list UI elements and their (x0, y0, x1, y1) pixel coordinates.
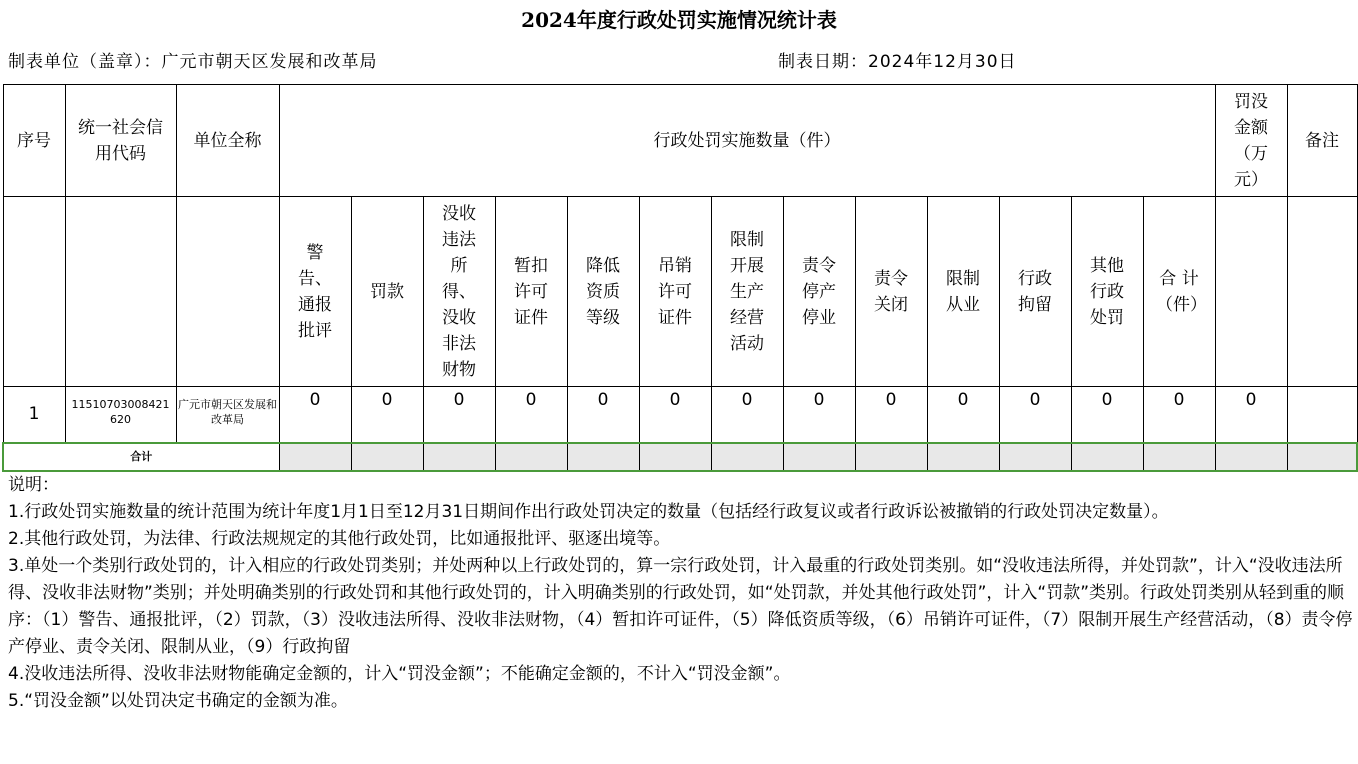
row-count-detention: 0 (999, 387, 1071, 443)
row-seq: 1 (3, 387, 65, 443)
header-row-2 (3, 197, 1357, 387)
header-credit-code: 统一社会信用代码 (65, 85, 176, 197)
header-cat-confiscation: 没收违法所得、没收非法财物 (423, 197, 495, 387)
row-count-lower-qualification: 0 (567, 387, 639, 443)
row-fine-amount: 0 (1215, 387, 1287, 443)
issuing-unit: 制表单位（盖章）：广元市朝天区发展和改革局 (8, 52, 378, 72)
note-item: 4.没收违法所得、没收非法财物能确定金额的，计入“罚没金额”；不能确定金额的，不计入“罚没金额”。 (8, 664, 791, 684)
total-cell[interactable] (1071, 443, 1143, 471)
note-item: 1.行政处罚实施数量的统计范围为统计年度1月1日至12月31日期间作出行政处罚决定的数量（包括经行政复议或者行政诉讼被撤销的行政处罚决定数量）。 (8, 502, 1169, 522)
row-count-restrict-employment: 0 (927, 387, 999, 443)
total-cell[interactable] (1143, 443, 1215, 471)
total-cell[interactable] (639, 443, 711, 471)
header-row-1 (3, 85, 1357, 197)
row-remark (1287, 387, 1357, 443)
notes-section (8, 472, 1354, 715)
total-row[interactable] (3, 443, 1357, 471)
row-unit-name: 广元市朝天区发展和改革局 (176, 387, 279, 443)
row-count-revoke-license: 0 (639, 387, 711, 443)
row-count-total: 0 (1143, 387, 1215, 443)
header-cat-lower-qualification: 降低资质等级 (567, 197, 639, 387)
row-count-fine: 0 (351, 387, 423, 443)
header-unit-name: 单位全称 (176, 85, 279, 197)
total-cell[interactable] (999, 443, 1071, 471)
header-cat-other: 其他行政处罚 (1071, 197, 1143, 387)
header-fine-amount: 罚没金额（万元） (1215, 85, 1287, 197)
total-cell[interactable] (279, 443, 351, 471)
total-cell[interactable] (927, 443, 999, 471)
table-row (3, 387, 1357, 443)
header-cat-suspend-production: 责令停产停业 (783, 197, 855, 387)
page-title: 2024年度行政处罚实施情况统计表 (521, 8, 837, 32)
total-cell[interactable] (1287, 443, 1357, 471)
row-count-order-close: 0 (855, 387, 927, 443)
note-item: 2.其他行政处罚，为法律、行政法规规定的其他行政处罚，比如通报批评、驱逐出境等。 (8, 529, 671, 549)
header-cat-detention: 行政拘留 (999, 197, 1071, 387)
issue-date: 制表日期：2024年12月30日 (778, 52, 1017, 72)
total-cell[interactable] (423, 443, 495, 471)
note-item: 5.“罚没金额”以处罚决定书确定的金额为准。 (8, 691, 348, 711)
total-cell[interactable] (1215, 443, 1287, 471)
row-count-restrict-operation: 0 (711, 387, 783, 443)
header-remark: 备注 (1287, 85, 1357, 197)
header-cat-revoke-license: 吊销许可证件 (639, 197, 711, 387)
header-cat-total: 合 计（件） (1143, 197, 1215, 387)
total-cell[interactable] (351, 443, 423, 471)
statistics-table (2, 84, 1358, 472)
row-count-suspend-production: 0 (783, 387, 855, 443)
header-cat-suspend-license: 暂扣许可证件 (495, 197, 567, 387)
header-cat-fine: 罚款 (351, 197, 423, 387)
row-count-suspend-license: 0 (495, 387, 567, 443)
note-item: 3.单处一个类别行政处罚的，计入相应的行政处罚类别；并处两种以上行政处罚的，算一宗行政处罚，计入最重的行政处罚类别。如“没收违法所得，并处罚款”，计入“没收违法所得、没收非法财物”类别；并处明确类别的行政处罚和其他行政处罚的，计入明确类别的行政处罚，如“处罚款，并处其他行政处罚”，计入“罚款”类别。行政处罚类别从轻到重的顺序：（1）警告、通报批评，（2）罚款，（3）没收违法所得、没收非法财物，（4）暂扣许可证件，（5）降低资质等级，（6）吊销许可证件，（7）限制开展生产经营活动，（8）责令停产停业、责令关闭、限制从业，（9）行政拘留 (8, 556, 1353, 657)
notes-heading: 说明： (8, 475, 59, 495)
header-cat-restrict-employment: 限制从业 (927, 197, 999, 387)
total-cell[interactable] (711, 443, 783, 471)
total-cell[interactable] (855, 443, 927, 471)
header-penalty-count-group: 行政处罚实施数量（件） (279, 85, 1215, 197)
row-count-warning: 0 (279, 387, 351, 443)
header-cat-order-close: 责令关闭 (855, 197, 927, 387)
total-cell[interactable] (783, 443, 855, 471)
total-label[interactable]: 合计 (3, 443, 279, 471)
header-cat-restrict-operation: 限制开展生产经营活动 (711, 197, 783, 387)
row-credit-code: 11510703008421620 (65, 387, 176, 443)
header-seq: 序号 (3, 85, 65, 197)
total-cell[interactable] (495, 443, 567, 471)
total-cell[interactable] (567, 443, 639, 471)
row-count-other: 0 (1071, 387, 1143, 443)
header-cat-warning: 警告、通报批评 (279, 197, 351, 387)
row-count-confiscation: 0 (423, 387, 495, 443)
